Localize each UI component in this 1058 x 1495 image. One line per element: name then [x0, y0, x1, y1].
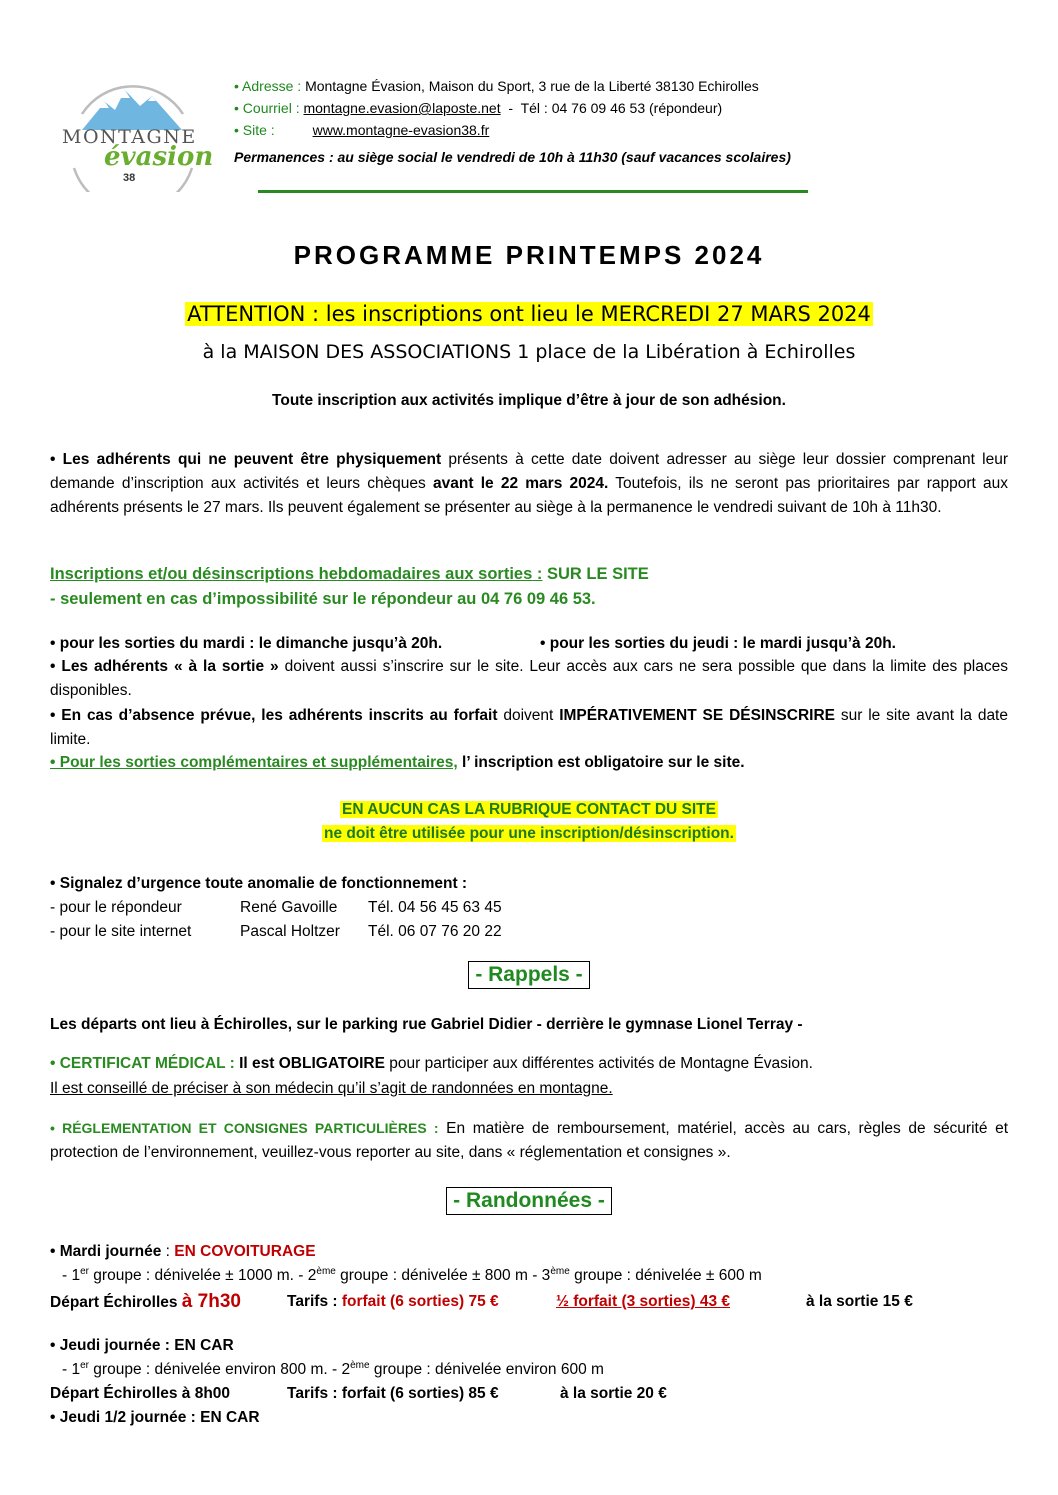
urgence-row-site-tel: Tél. 06 07 76 20 22: [368, 923, 502, 940]
mardi-g3-sup: ème: [550, 1265, 570, 1277]
jeudi-g2: - 2: [327, 1361, 351, 1378]
rule-a-la-sortie: [50, 655, 1008, 703]
regl-text: En matière de remboursement, matériel, accès au cars, règles de sécurité et protection de l’environnement, veuillez-vous reporter au site, dans « réglementation et consignes ».: [50, 1120, 1008, 1161]
mardi-g3: - 3: [527, 1267, 551, 1284]
mardi-tarifs: [287, 1290, 499, 1314]
inscriptions-heading: [50, 562, 649, 586]
para1-deadline: avant le 22 mars 2024.: [433, 475, 609, 492]
jeudi-g1-text: groupe : dénivelée environ 800 m.: [89, 1361, 328, 1378]
mardi-forfait: forfait (6 sorties) 75 €: [341, 1293, 499, 1310]
permanences-text: Permanences : au siège social le vendredi de 10h à 11h30 (sauf vacances scolaires): [234, 149, 791, 165]
rule-compl-text: l’ inscription est obligatoire sur le site.: [457, 754, 745, 771]
certificat-medical: [50, 1052, 1008, 1076]
mardi-mode: EN COVOITURAGE: [174, 1243, 316, 1260]
para1-text2: Toutefois, ils ne seront pas prioritaires par rapport aux adhérents présents le 27 mars. Ils peuvent également se présenter au siège à la permanence le vendredi suivant de 10h à 11h30.: [50, 475, 1008, 516]
phone-text: Tél : 04 76 09 46 53 (répondeur): [520, 100, 723, 116]
address-line: [234, 75, 791, 97]
mardi-depart-label: Départ Échirolles: [50, 1294, 182, 1311]
rule-absence-text2: sur le site avant la date limite.: [50, 707, 1008, 748]
address-label: • Adresse :: [234, 78, 302, 94]
rule-compl-green: • Pour les sorties complémentaires et supplémentaires,: [50, 754, 458, 771]
urgence-title: • Signalez d’urgence toute anomalie de fonctionnement :: [50, 875, 468, 892]
urgence-row-repondeur-what: - pour le répondeur: [50, 899, 182, 916]
mardi-a-la-sortie: à la sortie 15 €: [806, 1293, 913, 1310]
mardi-g1-text: groupe : dénivelée ± 1000 m.: [89, 1267, 294, 1284]
repondeur-line: - seulement en cas d’impossibilité sur le répondeur au 04 76 09 46 53.: [50, 590, 596, 608]
header-divider: [258, 190, 808, 193]
cert-obligatoire: Il est OBLIGATOIRE: [234, 1055, 385, 1072]
mardi-demi-forfait: ½ forfait (3 sorties) 43 €: [556, 1293, 731, 1310]
email-line: [234, 97, 791, 119]
absent-members-paragraph: [50, 448, 1008, 520]
logo-text-38: 38: [123, 172, 136, 184]
warning-line2: ne doit être utilisée pour une inscription/désinscription.: [324, 825, 734, 842]
site-line: [234, 119, 791, 141]
rule-sortie-bold: • Les adhérents « à la sortie »: [50, 658, 279, 675]
rule-absence: [50, 704, 1008, 752]
jeudi-g2-text: groupe : dénivelée environ 600 m: [369, 1361, 604, 1378]
mardi-g1-sup: er: [80, 1265, 89, 1277]
mardi-groupes: [62, 1264, 762, 1288]
jeudi-g1: - 1: [62, 1361, 81, 1378]
location-text: à la MAISON DES ASSOCIATIONS 1 place de la Libération à Echirolles: [202, 341, 856, 363]
rule-absence-imperatif: IMPÉRATIVEMENT SE DÉSINSCRIRE: [559, 707, 835, 724]
mardi-depart-time: à 7h30: [181, 1291, 241, 1312]
mardi-title: [50, 1240, 316, 1264]
logo-text-evasion: évasion: [104, 142, 214, 172]
phone-separator: -: [508, 100, 514, 116]
mardi-g2-sup: ème: [316, 1265, 336, 1277]
urgence-row-repondeur-tel: Tél. 04 56 45 63 45: [368, 899, 502, 916]
address-text: Montagne Évasion, Maison du Sport, 3 rue de la Liberté 38130 Echirolles: [305, 78, 759, 94]
rule-sortie-text: doivent aussi s’inscrire sur le site. Leur accès aux cars ne sera possible que dans la limite des places disponibles.: [50, 658, 1008, 699]
rule-absence-bold: • En cas d’absence prévue, les adhérents inscrits au forfait: [50, 707, 498, 724]
cert-text: pour participer aux différentes activités de Montagne Évasion.: [384, 1055, 813, 1072]
warning-line1: EN AUCUN CAS LA RUBRIQUE CONTACT DU SITE: [341, 801, 716, 818]
email-label: • Courriel :: [234, 100, 300, 116]
jeudi-title: • Jeudi journée : EN CAR: [50, 1337, 234, 1354]
mardi-depart: [50, 1290, 241, 1315]
para1-text1: présents à cette date doivent adresser au siège leur dossier comprenant leur demande d’inscription aux activités et leurs chèques: [50, 451, 1009, 492]
urgence-row-repondeur-who: René Gavoille: [240, 899, 338, 916]
rule-jeudi: • pour les sorties du jeudi : le mardi jusqu’à 20h.: [540, 635, 896, 652]
rappels-heading-text: - Rappels -: [468, 961, 589, 989]
adhesion-notice: Toute inscription aux activités implique d’être à jour de son adhésion.: [272, 392, 786, 409]
mardi-g3-text: groupe : dénivelée ± 600 m: [569, 1267, 762, 1284]
jeudi-depart: Départ Échirolles à 8h00: [50, 1385, 231, 1402]
randonnees-heading: [0, 1189, 1058, 1213]
para1-bold-start: • Les adhérents qui ne peuvent être physiquement: [50, 451, 442, 468]
urgence-row-site-who: Pascal Holtzer: [240, 923, 340, 940]
jeudi-tarifs: Tarifs : forfait (6 sorties) 85 €: [287, 1385, 499, 1402]
inscriptions-link: Inscriptions et/ou désinscriptions hebdomadaires aux sorties: [50, 565, 533, 583]
rule-complementaires: [50, 751, 745, 775]
site-link[interactable]: www.montagne-evasion38.fr: [312, 122, 490, 138]
departs-text: Les départs ont lieu à Échirolles, sur le parking rue Gabriel Didier - derrière le gymnase Lionel Terray -: [50, 1016, 803, 1033]
randonnees-heading-text: - Randonnées -: [446, 1187, 612, 1215]
cert-conseil: Il est conseillé de préciser à son médecin qu’il s’agit de randonnées en montagne.: [50, 1080, 613, 1097]
attention-banner: [0, 302, 1058, 326]
email-link[interactable]: montagne.evasion@laposte.net: [303, 100, 501, 116]
mardi-sep: :: [161, 1243, 175, 1260]
rule-mardi: • pour les sorties du mardi : le dimanche jusqu’à 20h.: [50, 635, 443, 652]
mardi-g2: - 2: [293, 1267, 317, 1284]
attention-text: ATTENTION : les inscriptions ont lieu le MERCREDI 27 MARS 2024: [187, 302, 871, 326]
jeudi-g1-sup: er: [80, 1359, 89, 1371]
header-contact: [234, 75, 791, 168]
urgence-row-site-what: - pour le site internet: [50, 923, 192, 940]
jeudi-groupes: [62, 1358, 604, 1382]
rappels-heading: [0, 963, 1058, 987]
cert-label: • CERTIFICAT MÉDICAL :: [50, 1055, 235, 1072]
mardi-title-text: • Mardi journée: [50, 1243, 162, 1260]
jeudi-demi-journee: • Jeudi 1/2 journée : EN CAR: [50, 1409, 260, 1426]
site-label: • Site :: [234, 122, 275, 138]
reglementation: [50, 1116, 1008, 1165]
jeudi-g2-sup: ème: [350, 1359, 370, 1371]
page-title: PROGRAMME PRINTEMPS 2024: [293, 240, 765, 270]
inscriptions-colon: :: [532, 565, 543, 583]
logo-text-montagne: MONTAGNE: [62, 126, 197, 148]
mardi-g2-text: groupe : dénivelée ± 800 m: [335, 1267, 528, 1284]
inscriptions-site: SUR LE SITE: [542, 565, 649, 583]
mardi-tarifs-label: Tarifs :: [287, 1293, 342, 1310]
regl-label: • RÉGLEMENTATION ET CONSIGNES PARTICULIÈRES :: [50, 1120, 439, 1136]
jeudi-a-la-sortie: à la sortie 20 €: [560, 1385, 667, 1402]
mardi-g1: - 1: [62, 1267, 81, 1284]
contact-warning: [0, 798, 1058, 846]
montagne-evasion-logo: [60, 72, 214, 192]
rule-absence-text: doivent: [497, 707, 560, 724]
